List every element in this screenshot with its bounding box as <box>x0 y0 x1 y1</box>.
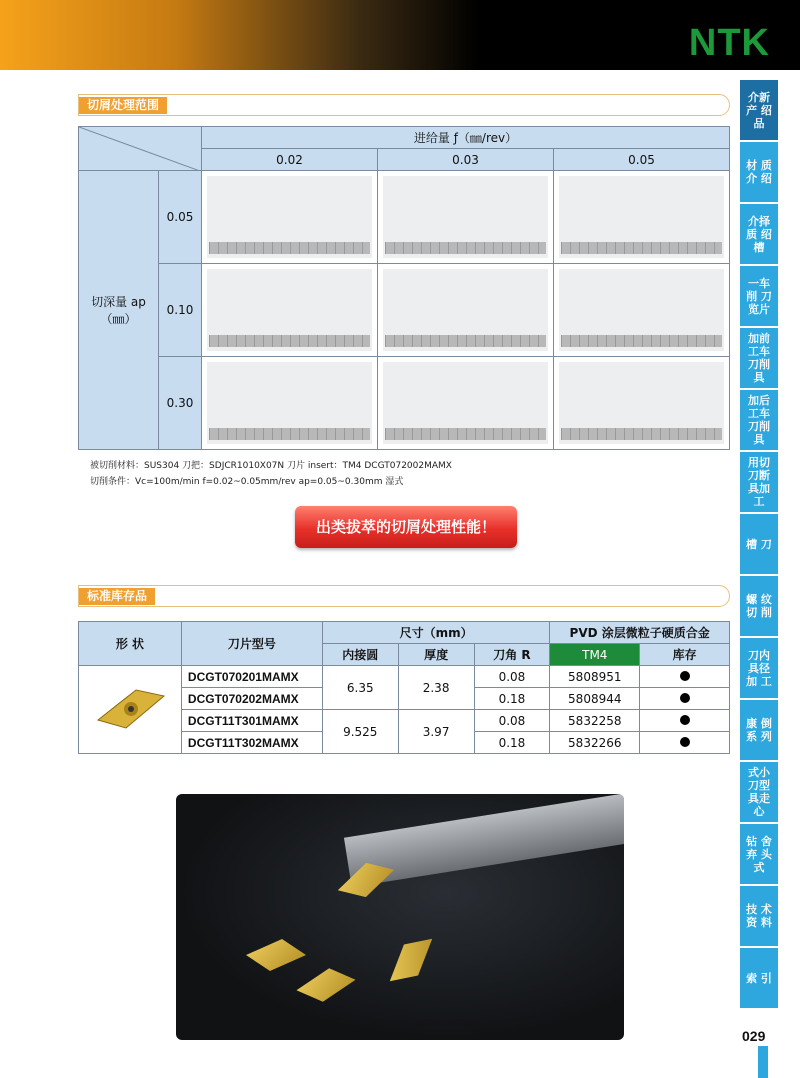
sidebar-item-threading[interactable]: 螺 纹 切 削 <box>740 576 778 636</box>
in-stock-icon <box>680 737 690 747</box>
sidebar-item-technical[interactable]: 技 术 资 料 <box>740 886 778 946</box>
cutting-conditions-note: 切削条件：Vc=100m/min f=0.02~0.05mm/rev ap=0.05~0.30mm 湿式 <box>90 477 404 487</box>
in-stock-icon <box>680 693 690 703</box>
sidebar-item-turning-inserts[interactable]: 一车 削 刀 览片 <box>740 266 778 326</box>
corner-header: 刀角 R <box>474 644 550 666</box>
depth-unit: （㎜） <box>100 312 137 326</box>
insert-photo <box>246 939 306 971</box>
chip-photo <box>554 357 730 450</box>
stock-cell <box>640 710 730 732</box>
feed-header: 进给量 ƒ（㎜/rev） <box>202 127 730 149</box>
in-stock-icon <box>680 715 690 725</box>
in-stock-icon <box>680 671 690 681</box>
model-cell: DCGT070202MAMX <box>181 688 322 710</box>
sidebar-item-front-turning[interactable]: 加前 工车 刀削 具 <box>740 328 778 388</box>
sidebar-item-back-turning[interactable]: 加后 工车 刀削 具 <box>740 390 778 450</box>
stock-cell <box>640 732 730 754</box>
insert-shape-icon <box>90 678 170 738</box>
thickness-cell: 3.97 <box>398 710 474 754</box>
model-cell: DCGT11T301MAMX <box>181 710 322 732</box>
page-number: 029 <box>742 1028 766 1044</box>
sidebar-item-cutoff[interactable]: 用切 刀断 具加 工 <box>740 452 778 512</box>
grade-badge: TM4 <box>550 644 640 666</box>
sidebar-item-drill[interactable]: 钻 舍 弃 头式 <box>740 824 778 884</box>
code-cell: 5808951 <box>550 666 640 688</box>
depth-label: 切深量 ap <box>91 295 146 309</box>
chip-photo <box>554 171 730 264</box>
chip-photo <box>378 264 554 357</box>
chapter-sidebar <box>740 80 778 1010</box>
corner-cell <box>79 127 202 171</box>
model-cell: DCGT11T302MAMX <box>181 732 322 754</box>
chip-section-title: 切屑处理范围 <box>79 97 167 114</box>
feed-col-1: 0.02 <box>202 149 378 171</box>
diagonal-line <box>79 127 200 171</box>
feed-col-3: 0.05 <box>554 149 730 171</box>
thickness-header: 厚度 <box>398 644 474 666</box>
corner-cell: 0.08 <box>474 666 550 688</box>
feed-col-2: 0.03 <box>378 149 554 171</box>
thickness-cell: 2.38 <box>398 666 474 710</box>
sidebar-item-grooving[interactable]: 槽 刀 <box>740 514 778 574</box>
ic-cell: 6.35 <box>322 666 398 710</box>
performance-banner: 出类拔萃的切屑处理性能！ <box>295 506 517 548</box>
chip-photo <box>202 264 378 357</box>
chip-photo <box>378 171 554 264</box>
shape-header: 形 状 <box>79 622 182 666</box>
stock-section-title: 标准库存品 <box>79 588 155 605</box>
chip-photo <box>378 357 554 450</box>
test-material-note: 被切削材料：SUS304 刀把：SDJCR1010X07N 刀片 insert：TM4 DCGT072002MAMX <box>90 461 452 471</box>
insert-photo <box>378 927 443 992</box>
code-cell: 5808944 <box>550 688 640 710</box>
corner-cell: 0.18 <box>474 688 550 710</box>
model-cell: DCGT070201MAMX <box>181 666 322 688</box>
sidebar-item-chipbreaker[interactable]: 介择 质 绍槽 <box>740 204 778 264</box>
ic-cell: 9.525 <box>322 710 398 754</box>
ntk-logo: NTK <box>688 22 770 64</box>
sidebar-item-boring[interactable]: 刀内 具径 加 工 <box>740 638 778 698</box>
sidebar-item-materials[interactable]: 材 质 介 绍 <box>740 142 778 202</box>
page-header <box>0 0 800 70</box>
grade-title-header: PVD 涂层微粒子硬质合金 <box>550 622 730 644</box>
page-tab-marker <box>758 1046 768 1078</box>
model-header: 刀片型号 <box>181 622 322 666</box>
product-photo <box>176 794 624 1040</box>
stock-header: 库存 <box>640 644 730 666</box>
sidebar-item-index[interactable]: 索 引 <box>740 948 778 1008</box>
stock-table <box>78 621 730 754</box>
depth-row-3: 0.30 <box>159 357 202 450</box>
corner-cell: 0.08 <box>474 710 550 732</box>
stock-cell <box>640 688 730 710</box>
sidebar-item-new-products[interactable]: 介新 产 绍品 <box>740 80 778 140</box>
dims-header: 尺寸（mm） <box>322 622 550 644</box>
stock-section-bar <box>78 585 730 607</box>
chip-control-table <box>78 126 730 450</box>
sidebar-item-chamfer[interactable]: 康 倒 系 列 <box>740 700 778 760</box>
insert-shape-cell <box>79 666 182 754</box>
stock-cell <box>640 666 730 688</box>
chip-photo <box>554 264 730 357</box>
corner-cell: 0.18 <box>474 732 550 754</box>
chip-photo <box>202 357 378 450</box>
chip-photo <box>202 171 378 264</box>
code-cell: 5832258 <box>550 710 640 732</box>
insert-photo <box>294 964 359 1006</box>
depth-row-1: 0.05 <box>159 171 202 264</box>
sidebar-item-swiss[interactable]: 式小 刀型 具走 心 <box>740 762 778 822</box>
chip-section-bar <box>78 94 730 116</box>
inscribed-header: 内接圆 <box>322 644 398 666</box>
depth-row-2: 0.10 <box>159 264 202 357</box>
code-cell: 5832266 <box>550 732 640 754</box>
depth-label-cell <box>79 171 159 450</box>
